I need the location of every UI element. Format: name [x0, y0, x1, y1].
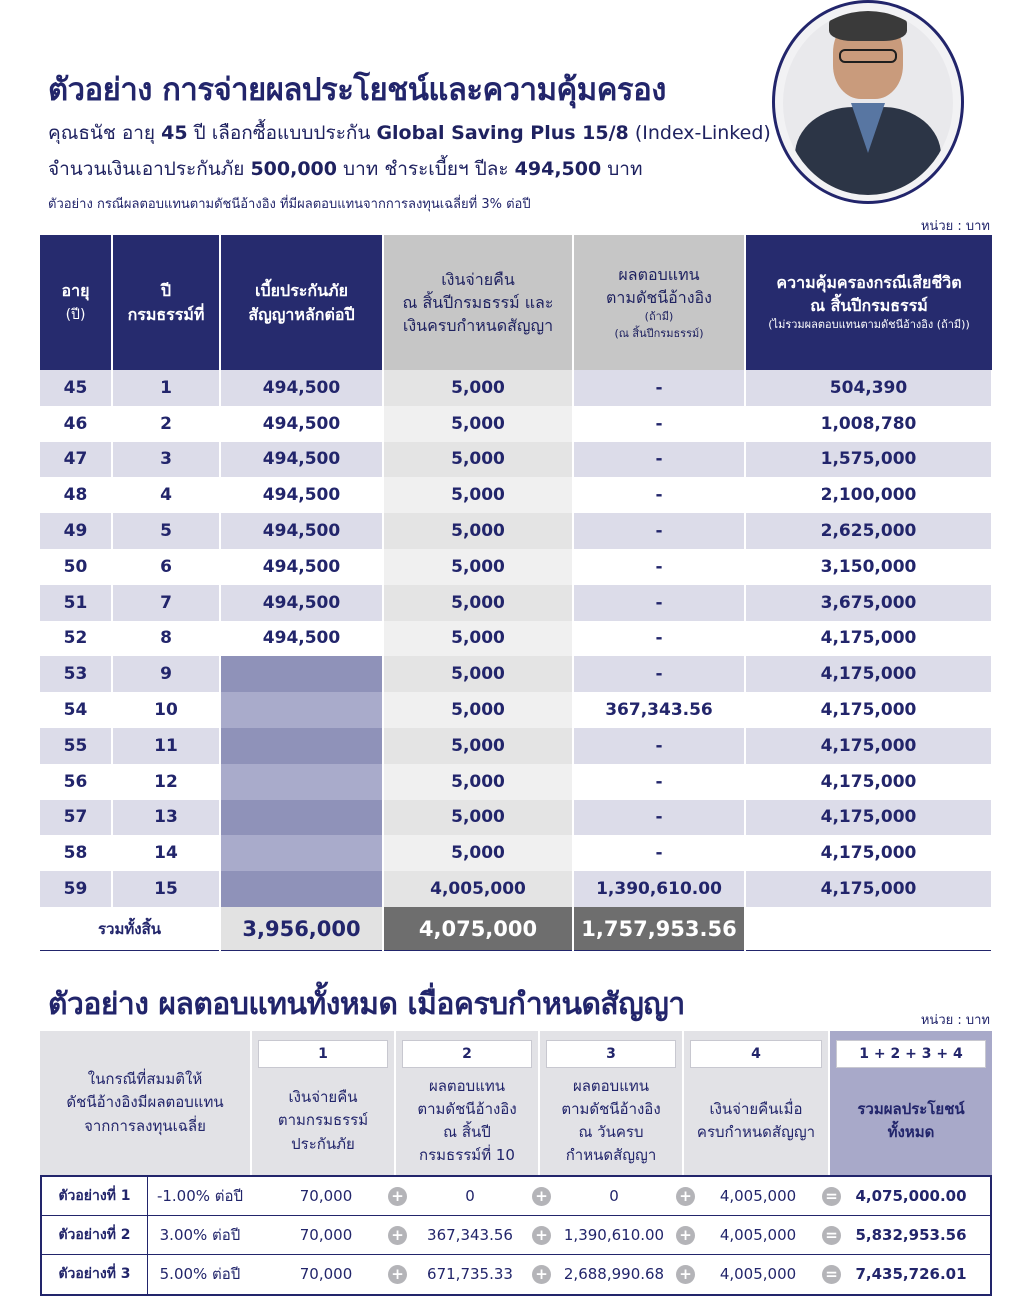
- table-row: [40, 477, 992, 513]
- unit-label: หน่วย : บาท: [920, 1013, 990, 1028]
- summary-row: [42, 1255, 990, 1294]
- header-age: [40, 235, 112, 370]
- cell-bonus: 1,390,610.00: [573, 871, 745, 907]
- header-bonus-4: (ณ สิ้นปีกรมธรรม์): [614, 326, 704, 340]
- cell-age: 54: [40, 692, 112, 728]
- header-bonus-3: (ถ้ามี): [644, 310, 674, 324]
- column-label-line: ผลตอบแทน: [428, 1076, 506, 1095]
- header-death: [745, 235, 992, 370]
- equals-icon: =: [822, 1265, 841, 1284]
- cell-bonus: -: [573, 513, 745, 549]
- summary-header: [40, 1031, 992, 1175]
- summary-body: [40, 1175, 992, 1296]
- cell-year: 3: [112, 442, 220, 478]
- header-premium-2: สัญญาหลักต่อปี: [248, 304, 355, 324]
- summary-row: [42, 1216, 990, 1255]
- column-label-line: ผลตอบแทน: [572, 1076, 650, 1095]
- table-row: [40, 621, 992, 657]
- cell-age: 53: [40, 656, 112, 692]
- header-return-1: เงินจ่ายคืน: [441, 269, 515, 289]
- cell-return: 5,000: [383, 477, 573, 513]
- cell-premium: [220, 871, 383, 907]
- cell-age: 50: [40, 549, 112, 585]
- table-row: [40, 442, 992, 478]
- total-label: รวมทั้งสิ้น: [40, 907, 220, 951]
- cell-death: 4,175,000: [745, 835, 992, 871]
- cell-age: 49: [40, 513, 112, 549]
- intro-text: จำนวนเงินเอาประกันภัย: [48, 158, 251, 180]
- cell-year: 1: [112, 370, 220, 406]
- value-bonus-year10: 671,735.33: [427, 1265, 513, 1283]
- cell-return: 5,000: [383, 764, 573, 800]
- cell-bonus: -: [573, 656, 745, 692]
- table-row: [40, 549, 992, 585]
- scenario-rate: 5.00% ต่อปี: [159, 1265, 241, 1283]
- scenario-rate: 3.00% ต่อปี: [159, 1226, 241, 1244]
- header-bonus-1: ผลตอบแทน: [618, 264, 700, 284]
- column-number: 1: [258, 1040, 388, 1068]
- intro-sum-assured: 500,000: [250, 158, 337, 180]
- value-total: 7,435,726.01: [855, 1265, 967, 1283]
- column-header-3: [540, 1031, 684, 1175]
- cell-death: 4,175,000: [745, 692, 992, 728]
- column-label-line: ตามดัชนีอ้างอิง: [561, 1099, 661, 1118]
- person-photo: [772, 0, 964, 204]
- cell-year: 4: [112, 477, 220, 513]
- cell-bonus: -: [573, 621, 745, 657]
- total-bonus: 1,757,953.56: [573, 907, 745, 951]
- column-label: [396, 1073, 538, 1169]
- column-label-line: เงินจ่ายคืน: [288, 1088, 358, 1107]
- value-refund: 70,000: [299, 1265, 353, 1283]
- cell-death: 4,175,000: [745, 621, 992, 657]
- equals-icon: =: [822, 1187, 841, 1206]
- cell-bonus: 367,343.56: [573, 692, 745, 728]
- column-label-line: กรมธรรม์ที่ 10: [419, 1146, 515, 1165]
- column-number: 1 + 2 + 3 + 4: [836, 1040, 986, 1068]
- column-label: [684, 1073, 828, 1169]
- intro-text: บาท: [601, 158, 643, 180]
- cell-bonus: -: [573, 585, 745, 621]
- table-header-row: [40, 235, 992, 370]
- cell-bonus: -: [573, 835, 745, 871]
- value-bonus-maturity: 1,390,610.00: [563, 1226, 665, 1244]
- cell-year: 11: [112, 728, 220, 764]
- cell-bonus: -: [573, 728, 745, 764]
- benefit-table: [40, 235, 993, 951]
- cell-return: 5,000: [383, 621, 573, 657]
- cell-death: 4,175,000: [745, 728, 992, 764]
- cell-premium: 494,500: [220, 370, 383, 406]
- cell-premium: 494,500: [220, 442, 383, 478]
- cell-age: 46: [40, 406, 112, 442]
- intro-product: Global Saving Plus 15/8: [376, 122, 629, 144]
- summary-title: ตัวอย่าง ผลตอบแทนทั้งหมด เมื่อครบกำหนดสัญญา: [48, 987, 685, 1022]
- cell-year: 6: [112, 549, 220, 585]
- intro-premium: 494,500: [514, 158, 602, 180]
- intro-line-1: [48, 118, 771, 148]
- cell-return: 5,000: [383, 442, 573, 478]
- cell-age: 59: [40, 871, 112, 907]
- cell-death: 4,175,000: [745, 764, 992, 800]
- table-row: [40, 835, 992, 871]
- cell-death: 4,175,000: [745, 871, 992, 907]
- table-row: [40, 692, 992, 728]
- cell-return: 5,000: [383, 549, 573, 585]
- cell-death: 3,675,000: [745, 585, 992, 621]
- cell-bonus: -: [573, 477, 745, 513]
- cell-premium: [220, 692, 383, 728]
- header-premium: [220, 235, 383, 370]
- value-refund: 70,000: [299, 1187, 353, 1205]
- header-death-2: ณ สิ้นปีกรมธรรม์: [810, 296, 928, 316]
- table-row: [40, 764, 992, 800]
- value-refund: 70,000: [299, 1226, 353, 1244]
- scenario-header-line: ในกรณีที่สมมติให้: [87, 1070, 203, 1089]
- photo-glasses: [839, 49, 897, 63]
- cell-year: 15: [112, 871, 220, 907]
- plus-icon: +: [532, 1226, 551, 1245]
- table-body: [40, 370, 992, 907]
- table-row: [40, 370, 992, 406]
- cell-age: 47: [40, 442, 112, 478]
- plus-icon: +: [388, 1226, 407, 1245]
- intro-text: (Index-Linked): [628, 122, 771, 144]
- cell-premium: 494,500: [220, 621, 383, 657]
- table-row: [40, 513, 992, 549]
- plus-icon: +: [532, 1265, 551, 1284]
- cell-return: 5,000: [383, 406, 573, 442]
- cell-return: 5,000: [383, 728, 573, 764]
- intro-age: 45: [161, 122, 188, 144]
- header-bonus: [573, 235, 745, 370]
- cell-return: 5,000: [383, 656, 573, 692]
- plus-icon: +: [388, 1265, 407, 1284]
- cell-premium: 494,500: [220, 406, 383, 442]
- value-total: 4,075,000.00: [855, 1187, 967, 1205]
- cell-death: 4,175,000: [745, 800, 992, 836]
- value-bonus-year10: 367,343.56: [427, 1226, 513, 1244]
- cell-age: 48: [40, 477, 112, 513]
- scenario-name: ตัวอย่างที่ 2: [42, 1216, 148, 1255]
- cell-return: 4,005,000: [383, 871, 573, 907]
- cell-age: 45: [40, 370, 112, 406]
- cell-return: 5,000: [383, 513, 573, 549]
- scenario-header-label: [40, 1031, 250, 1175]
- cell-bonus: -: [573, 370, 745, 406]
- cell-premium: [220, 728, 383, 764]
- cell-premium: [220, 800, 383, 836]
- value-maturity: 4,005,000: [719, 1226, 797, 1244]
- cell-death: 1,575,000: [745, 442, 992, 478]
- scenario-rate: -1.00% ต่อปี: [156, 1187, 244, 1205]
- cell-return: 5,000: [383, 370, 573, 406]
- cell-year: 8: [112, 621, 220, 657]
- table-row: [40, 871, 992, 907]
- example-note: ตัวอย่าง กรณีผลตอบแทนตามดัชนีอ้างอิง ที่มีผลตอบแทนจากการลงทุนเฉลี่ยที่ 3% ต่อปี: [48, 197, 531, 212]
- cell-return: 5,000: [383, 585, 573, 621]
- column-header-2: [396, 1031, 540, 1175]
- total-row: [40, 907, 992, 951]
- value-maturity: 4,005,000: [719, 1187, 797, 1205]
- cell-age: 52: [40, 621, 112, 657]
- cell-death: 2,100,000: [745, 477, 992, 513]
- photo-background: [783, 11, 953, 195]
- cell-return: 5,000: [383, 800, 573, 836]
- intro-text: บาท ชำระเบี้ยฯ ปีละ: [337, 158, 515, 180]
- cell-premium: 494,500: [220, 585, 383, 621]
- plus-icon: +: [676, 1265, 695, 1284]
- plus-icon: +: [676, 1226, 695, 1245]
- cell-bonus: -: [573, 800, 745, 836]
- column-label-line: ประกันภัย: [291, 1134, 355, 1153]
- header-bonus-2: ตามดัชนีอ้างอิง: [606, 288, 712, 307]
- cell-age: 56: [40, 764, 112, 800]
- value-bonus-maturity: 2,688,990.68: [563, 1265, 665, 1283]
- total-return: 4,075,000: [383, 907, 573, 951]
- plus-icon: +: [676, 1187, 695, 1206]
- scenario-name: ตัวอย่างที่ 3: [42, 1255, 148, 1294]
- column-label-line: ครบกำหนดสัญญา: [696, 1123, 816, 1141]
- header-year-label: ปี: [160, 281, 172, 301]
- header-age-label: อายุ: [61, 281, 90, 301]
- column-number: 3: [546, 1040, 676, 1068]
- cell-death: 4,175,000: [745, 656, 992, 692]
- cell-return: 5,000: [383, 835, 573, 871]
- cell-age: 55: [40, 728, 112, 764]
- column-header-total: [830, 1031, 992, 1175]
- cell-year: 2: [112, 406, 220, 442]
- value-maturity: 4,005,000: [719, 1265, 797, 1283]
- table-row: [40, 656, 992, 692]
- scenario-name: ตัวอย่างที่ 1: [42, 1177, 148, 1216]
- column-label-line: ทั้งหมด: [887, 1123, 935, 1141]
- header-death-3: (ไม่รวมผลตอบแทนตามดัชนีอ้างอิง (ถ้ามี)): [768, 318, 970, 332]
- cell-year: 9: [112, 656, 220, 692]
- value-bonus-maturity: 0: [609, 1187, 619, 1205]
- column-label-line: ณ สิ้นปี: [443, 1123, 491, 1141]
- cell-year: 5: [112, 513, 220, 549]
- unit-label: หน่วย : บาท: [920, 219, 990, 234]
- cell-year: 10: [112, 692, 220, 728]
- scenario-header: [40, 1031, 252, 1175]
- total-premium: 3,956,000: [220, 907, 383, 951]
- header-year: [112, 235, 220, 370]
- column-header-1: [252, 1031, 396, 1175]
- table-row: [40, 728, 992, 764]
- cell-age: 51: [40, 585, 112, 621]
- scenario-header-line: ดัชนีอ้างอิงมีผลตอบแทน: [66, 1093, 224, 1112]
- column-label-line: รวมผลประโยชน์: [857, 1099, 965, 1118]
- cell-year: 12: [112, 764, 220, 800]
- column-label: [540, 1073, 682, 1169]
- plus-icon: +: [388, 1187, 407, 1206]
- cell-age: 58: [40, 835, 112, 871]
- summary-row: [42, 1177, 990, 1216]
- cell-premium: [220, 835, 383, 871]
- header-age-sub: (ปี): [65, 307, 86, 324]
- column-label-line: ตามกรมธรรม์: [277, 1111, 369, 1130]
- header-return-3: เงินครบกำหนดสัญญา: [402, 316, 554, 336]
- value-total: 5,832,953.56: [855, 1226, 967, 1244]
- intro-text: คุณธนัช อายุ: [48, 122, 162, 144]
- table-row: [40, 406, 992, 442]
- cell-bonus: -: [573, 764, 745, 800]
- header-return: [383, 235, 573, 370]
- photo-hair: [829, 11, 907, 41]
- cell-premium: [220, 656, 383, 692]
- header-year-sub: กรมธรรม์ที่: [127, 304, 205, 324]
- column-label-line: กำหนดสัญญา: [565, 1146, 657, 1165]
- column-number: 4: [690, 1040, 822, 1068]
- cell-year: 14: [112, 835, 220, 871]
- cell-year: 7: [112, 585, 220, 621]
- column-label: [830, 1073, 992, 1169]
- scenario-header-line: จากการลงทุนเฉลี่ย: [84, 1116, 206, 1135]
- column-label-line: ตามดัชนีอ้างอิง: [417, 1099, 517, 1118]
- column-header-4: [684, 1031, 830, 1175]
- page-title: ตัวอย่าง การจ่ายผลประโยชน์และความคุ้มครอง: [48, 72, 666, 108]
- cell-age: 57: [40, 800, 112, 836]
- cell-death: 1,008,780: [745, 406, 992, 442]
- intro-line-2: [48, 154, 643, 184]
- cell-bonus: -: [573, 406, 745, 442]
- cell-death: 3,150,000: [745, 549, 992, 585]
- header-return-2: ณ สิ้นปีกรมธรรม์ และ: [402, 292, 554, 312]
- table-row: [40, 585, 992, 621]
- cell-premium: 494,500: [220, 477, 383, 513]
- column-number: 2: [402, 1040, 532, 1068]
- cell-premium: 494,500: [220, 513, 383, 549]
- column-label: [252, 1073, 394, 1169]
- equals-icon: =: [822, 1226, 841, 1245]
- table-row: [40, 800, 992, 836]
- cell-death: 504,390: [745, 370, 992, 406]
- column-label-line: ณ วันครบ: [578, 1123, 644, 1141]
- cell-premium: 494,500: [220, 549, 383, 585]
- column-label-line: เงินจ่ายคืนเมื่อ: [709, 1099, 803, 1118]
- cell-death: 2,625,000: [745, 513, 992, 549]
- cell-bonus: -: [573, 549, 745, 585]
- header-death-1: ความคุ้มครองกรณีเสียชีวิต: [776, 273, 962, 293]
- value-bonus-year10: 0: [465, 1187, 475, 1205]
- total-empty: [745, 907, 992, 951]
- cell-bonus: -: [573, 442, 745, 478]
- header-premium-1: เบี้ยประกันภัย: [255, 281, 348, 301]
- plus-icon: +: [532, 1187, 551, 1206]
- cell-premium: [220, 764, 383, 800]
- cell-return: 5,000: [383, 692, 573, 728]
- cell-year: 13: [112, 800, 220, 836]
- intro-text: ปี เลือกซื้อแบบประกัน: [187, 122, 377, 144]
